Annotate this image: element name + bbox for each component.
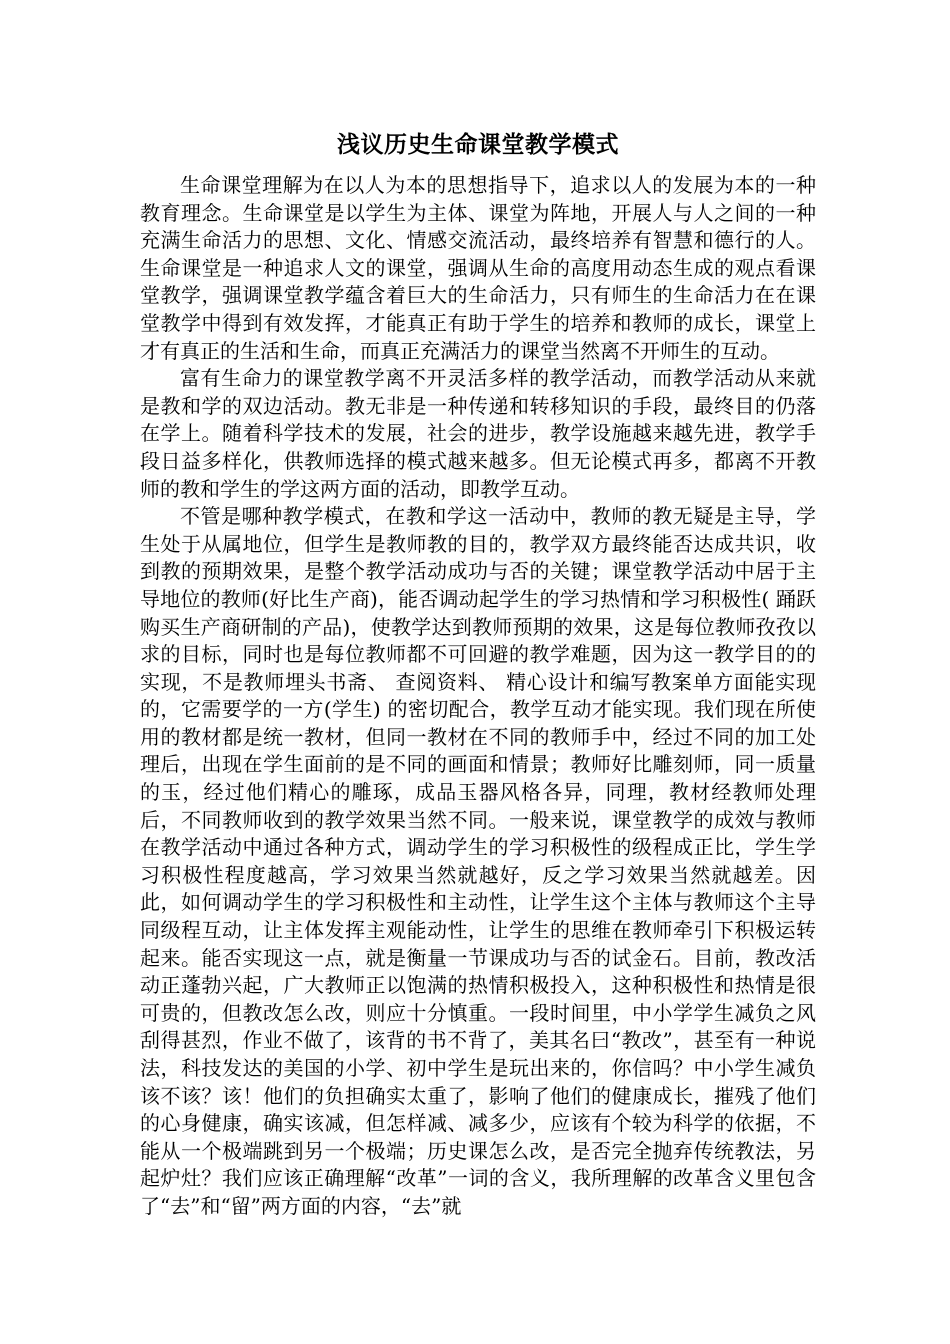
document-title: 浅议历史生命课堂教学模式 — [337, 131, 619, 158]
paragraph-1: 生命课堂理解为在以人为本的思想指导下，追求以人的发展为本的一种教育理念。生命课堂是以学生为主体、课堂为阵地，开展人与人之间的一种充满生命活力的思想、文化、情感交流活动，最终培养有智慧和德行的人。生命课堂是一种追求人文的课堂，强调从生命的高度用动态生成的观点看课堂教学，强调课堂教学蕴含着巨大的生命活力，只有师生的生命活力在在课堂教学中得到有效发挥，才能真正有助于学生的培养和教师的成长，课堂上才有真正的生活和生命，而真正充满活力的课堂当然离不开师生的互动。 — [140, 173, 816, 363]
paragraph-2: 富有生命力的课堂教学离不开灵活多样的教学活动，而教学活动从来就是教和学的双边活动。教无非是一种传递和转移知识的手段，最终目的仍落在学上。随着科学技术的发展，社会的进步，教学设施越来越先进，教学手段日益多样化，供教师选择的模式越来越多。但无论模式再多，都离不开教师的教和学生的学这两方面的活动，即教学互动。 — [140, 366, 816, 501]
paragraph-3: 不管是哪种教学模式，在教和学这一活动中，教师的教无疑是主导，学生处于从属地位，但学生是教师教的目的，教学双方最终能否达成共识，收到教的预期效果，是整个教学活动成功与否的关键；课堂教学活动中居于主导地位的教师(好比生产商)，能否调动起学生的学习热情和学习积极性( 踊跃购买生产商研制的产品)，使教学达到教师预期的效果，这是每位教师孜孜以求的目标，同时也是每位教师都不可回避的教学难题，因为这一教学目的的实现，不是教师埋头书斋、 查阅资料、 精心设计和编写教案单方面能实现的，它需要学的一方(学生) 的密切配合，教学互动才能实现。我们现在所使用的教材都是统一教材，但同一教材在不同的教师手中，经过不同的加工处理后，出现在学生面前的是不同的画面和情景；教师好比雕刻师，同一质量的玉，经过他们精心的雕琢，成品玉器风格各异，同理，教材经教师处理后，不同教师收到的教学效果当然不同。一般来说，课堂教学的成效与教师在教学活动中通过各种方式，调动学生的学习积极性的级程成正比，学生学习积极性程度越高，学习效果当然就越好，反之学习效果当然就越差。因此，如何调动学生的学习积极性和主动性，让学生这个主体与教师这个主导同级程互动，让主体发挥主观能动性，让学生的思维在教师牵引下积极运转起来。能否实现这一点，就是衡量一节课成功与否的试金石。目前，教改活动正蓬勃兴起，广大教师正以饱满的热情积极投入，这种积极性和热情是很可贵的，但教改怎么改，则应十分慎重。一段时间里，中小学学生减负之风刮得甚烈，作业不做了，该背的书不背了，美其名曰“教改”，甚至有一种说法，科技发达的美国的小学、初中学生是玩出来的，你信吗？中小学生减负该不该？该！他们的负担确实太重了，影响了他们的健康成长，摧残了他们的心身健康，确实该减，但怎样减、减多少，应该有个较为科学的依据，不能从一个极端跳到另一个极端；历史课怎么改，是否完全抛弃传统教法，另起炉灶？我们应该正确理解“改革”一词的含义，我所理解的改革含义里包含了“去”和“留”两方面的内容，“去”就 — [140, 504, 816, 1218]
document-page — [140, 128, 816, 1221]
